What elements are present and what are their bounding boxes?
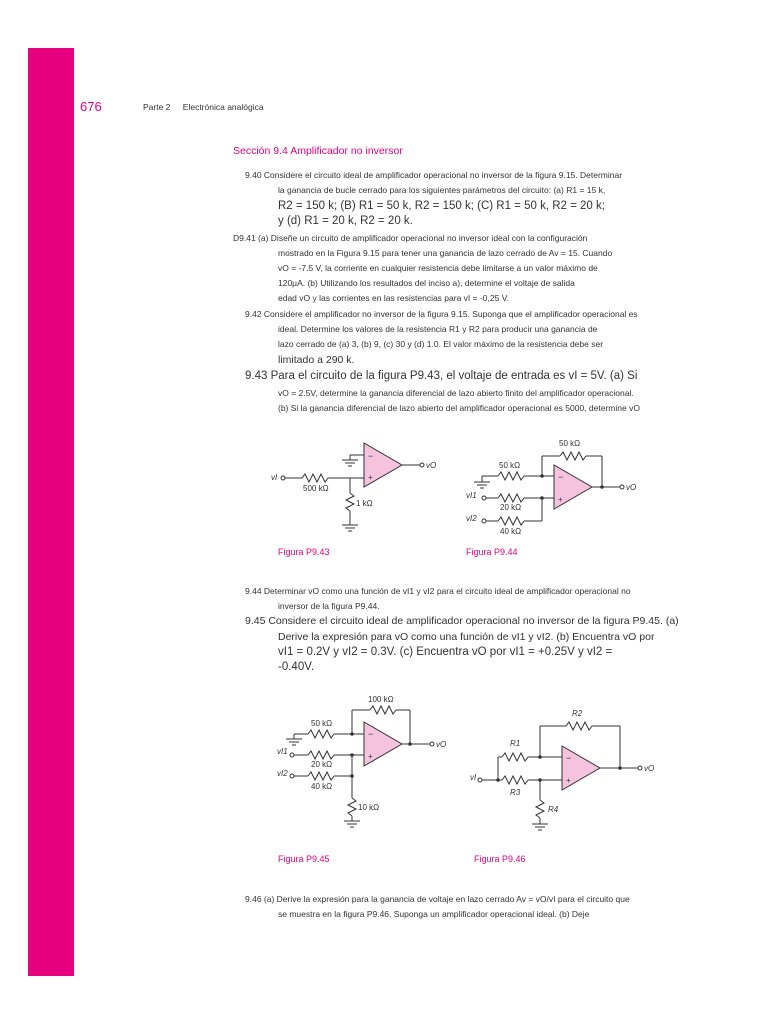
problem-9-40-line2: la ganancia de bucle cerrado para los siguientes parámetros del circuito: (a) R1 = 15 k, [278,185,606,195]
problem-9-46-line2: se muestra en la figura P9.46. Suponga un amplificador operacional ideal. (b) Deje [278,909,590,919]
figure-p9-44 [462,436,672,541]
svg-text:+: + [368,752,373,761]
fig946-r2-label: R2 [572,709,583,718]
page-number: 676 [80,99,102,114]
fig944-vin1-label: vI1 [466,491,477,500]
figure-p9-43 [270,435,450,540]
problem-9-40-line4: y (d) R1 = 20 k, R2 = 20 k. [278,215,413,227]
problem-9-43-line2: vO = 2.5V, determine la ganancia diferencial de lazo abierto finito del amplificador operacional. [278,388,634,398]
svg-text:−: − [558,472,564,482]
svg-text:−: − [368,451,374,461]
problem-9-40-line3: R2 = 150 k; (B) R1 = 50 k, R2 = 150 k; (C) R1 = 50 k, R2 = 20 k; [278,200,605,212]
problem-9-41-line1: D9.41 (a) Diseñe un circuito de amplificador operacional no inversor ideal con la configuración [233,233,588,243]
fig945-rf-label: 100 kΩ [368,695,394,704]
problem-9-42-line3: lazo cerrado de (a) 3, (b) 9, (c) 30 y (d) 1.0. El valor máximo de la resistencia debe ser [278,339,604,349]
section-title: Sección 9.4 Amplificador no inversor [233,145,403,157]
fig943-vin-label: vI [271,473,278,482]
fig946-vout-label: vO [644,764,655,773]
problem-9-45-line3: vI1 = 0.2V y vI2 = 0.3V. (c) Encuentra vO por vI1 = +0.25V y vI2 = [278,646,613,658]
figure-p9-43-caption: Figura P9.43 [278,547,330,557]
svg-text:+: + [566,776,571,785]
fig945-r1-label: 20 kΩ [311,760,333,769]
fig944-r1-label: 20 kΩ [500,503,522,512]
problem-9-42-line1: 9.42 Considere el amplificador no inversor de la figura 9.15. Suponga que el amplificador operacional es [245,309,638,319]
figure-p9-45-caption: Figura P9.45 [278,854,330,864]
problem-9-43-line1: 9.43 Para el circuito de la figura P9.43, el voltaje de entrada es vI = 5V. (a) Si [245,370,638,382]
magenta-margin-bar [28,48,74,976]
fig945-rg-label: 50 kΩ [311,719,333,728]
fig944-rf-label: 50 kΩ [559,439,581,448]
svg-text:+: + [368,473,373,482]
problem-9-42-line2: ideal. Determine los valores de la resistencia R1 y R2 para producir una ganancia de [278,324,598,334]
figure-p9-44-caption: Figura P9.44 [466,547,518,557]
fig945-vout-label: vO [436,740,447,749]
svg-text:−: − [368,729,374,739]
problem-9-43-line3: (b) Si la ganancia diferencial de lazo abierto del amplificador operacional es 5000, determine vO [278,403,640,413]
problem-9-44-line2: inversor de la figura P9.44. [278,601,380,611]
fig946-vin-label: vI [470,773,477,782]
running-header [143,102,264,112]
figure-p9-46-caption: Figura P9.46 [474,854,526,864]
problem-9-41-line2: mostrado en la Figura 9.15 para tener una ganancia de lazo cerrado de Av = 15. Cuando [278,248,613,258]
svg-text:+: + [558,495,563,504]
fig944-vin2-label: vI2 [466,514,477,523]
fig944-r2-label: 40 kΩ [500,527,522,536]
fig946-r1-label: R1 [510,739,521,748]
fig946-r4-label: R4 [548,805,559,814]
problem-9-46-line1: 9.46 (a) Derive la expresión para la ganancia de voltaje en lazo cerrado Av = vO/vI para el circuito que [245,894,630,904]
fig944-vout-label: vO [626,483,637,492]
svg-text:−: − [566,753,572,763]
problem-9-41-line3: vO = -7.5 V, la corriente en cualquier resistencia debe limitarse a un valor máximo de [278,263,598,273]
fig943-rin-label: 500 kΩ [303,484,329,493]
problem-9-45-line4: -0.40V. [278,661,315,673]
fig944-rg-label: 50 kΩ [499,461,521,470]
fig945-r2-label: 40 kΩ [311,782,333,791]
fig943-rgnd-label: 1 kΩ [356,499,373,508]
problem-9-45-line2: Derive la expresión para vO como una función de vI1 y vI2. (b) Encuentra vO por [278,631,655,643]
fig945-vin2-label: vI2 [277,769,288,778]
fig943-vout-label: vO [426,461,437,470]
fig945-vin1-label: vI1 [277,747,288,756]
fig946-r3-label: R3 [510,788,521,797]
fig945-rgnd-label: 10 kΩ [358,803,380,812]
header-part-title: Electrónica analógica [182,102,264,112]
problem-9-42-line4: limitado a 290 k. [278,354,355,366]
problem-9-45-line1: 9.45 Considere el circuito ideal de amplificador operacional no inversor de la figura P9.45. (a) [245,615,679,627]
header-part: Parte 2 [143,102,171,112]
figure-p9-46 [470,700,670,840]
problem-9-40-line1: 9.40 Considere el circuito ideal de amplificador operacional no inversor de la figura 9.15. Determinar [245,170,623,180]
problem-9-41-line5: edad vO y las corrientes en las resistencias para vI = -0,25 V. [278,293,509,303]
problem-9-44-line1: 9.44 Determinar vO como una función de vI1 y vI2 para el circuito ideal de amplificador operacional no [245,586,631,596]
problem-9-41-line4: 120μA. (b) Utilizando los resultados del inciso a), determine el voltaje de salida [278,278,575,288]
figure-p9-45 [276,690,476,830]
